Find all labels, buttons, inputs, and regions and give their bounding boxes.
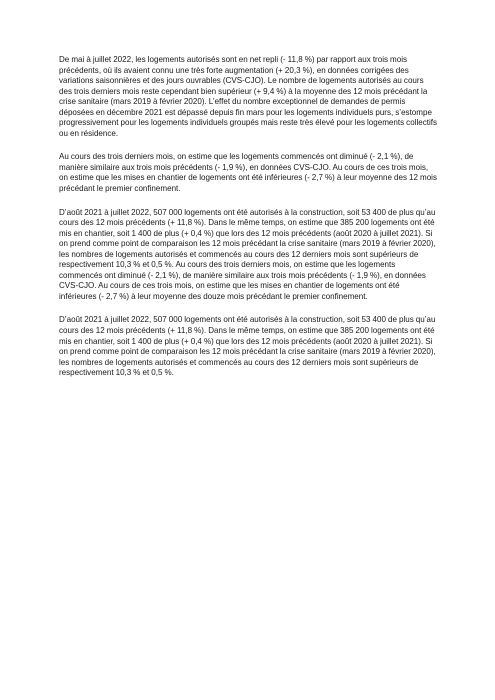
paragraph-3: D’août 2021 à juillet 2022, 507 000 logements ont été autorisés à la construction, soit 53 400 de plus qu’au cours des 12 mois précédents (+ 11,8 %). Dans le même temps, on estime que 385 200 logements ont été mis en chantier, soit 1 400 de plus (+ 0,4 %) que lors des 12 mois précédents (août 2020 à juillet 2021). Si on prend comme point de comparaison les 12 mois précédant la crise sanitaire (mars 2019 à février 2020), les nombres de logements autorisés et commencés au cours des 12 derniers mois sont supérieurs de respectivement 10,3 % et 0,5 %. Au cours des trois derniers mois, on estime que les logements commencés ont diminué (- 2,1 %), de manière similaire aux trois mois précédents (- 1,9 %), en données CVS-CJO. Au cours de ces trois mois, on estime que les mises en chantier de logements ont été inférieures (- 2,7 %) à leur moyenne des douze mois précédant le premier confinement. xyxy=(59,207,436,301)
paragraph-2: Au cours des trois derniers mois, on estime que les logements commencés ont diminué (- 2,1 %), de manière similaire aux trois mois précédents (- 1,9 %), en données CVS-CJO. Au cours de ces trois mois, on estime que les mises en chantier de logements ont été inférieures (- 2,7 %) à leur moyenne des 12 mois précédant le premier confinement. xyxy=(59,152,437,194)
paragraph-1: De mai à juillet 2022, les logements autorisés sont en net repli (- 11,8 %) par rapport aux trois mois précédents, où ils avaient connu une très forte augmentation (+ 20,3 %), en données corrigées des variations saisonnières et des jours ouvrables (CVS-CJO). Le nombre de logements autorisés au cours des trois derniers mois reste cependant bien supérieur (+ 9,4 %) à la moyenne des 12 mois précédant la crise sanitaire (mars 2019 à février 2020). L’effet du nombre exceptionnel de demandes de permis déposées en décembre 2021 est dépassé depuis fin mars pour les logements individuels purs, s’estompe progressivement pour les logements individuels groupés mais reste très élevé pour les logements collectifs ou en résidence. xyxy=(59,55,438,138)
document-body xyxy=(59,55,438,392)
paragraph-4: D’août 2021 à juillet 2022, 507 000 logements ont été autorisés à la construction, soit 53 400 de plus qu’au cours des 12 mois précédents (+ 11,8 %). Dans le même temps, on estime que 385 200 logements ont été mis en chantier, soit 1 400 de plus (+ 0,4 %) que lors des 12 mois précédents (août 2020 à juillet 2021). Si on prend comme point de comparaison les 12 mois précédant la crise sanitaire (mars 2019 à février 2020), les nombres de logements autorisés et commencés au cours des 12 derniers mois sont supérieurs de respectivement 10,3 % et 0,5 %. xyxy=(59,315,436,378)
